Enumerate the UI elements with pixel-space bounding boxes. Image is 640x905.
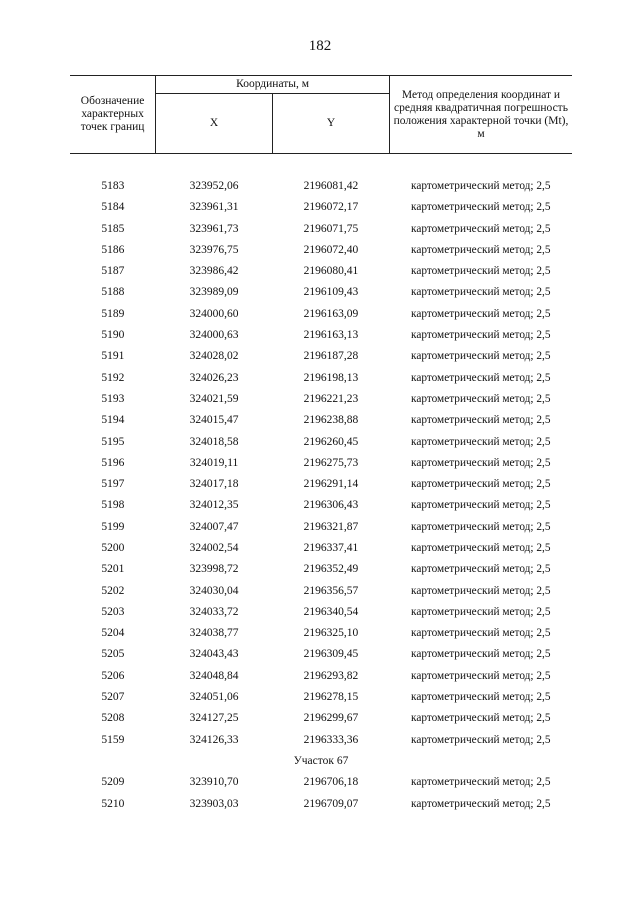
y-coordinate: 2196187,28 [303,350,359,363]
table-row [70,346,572,367]
x-coordinate: 324026,23 [189,371,239,384]
table-row [70,772,572,793]
table-body [70,154,572,815]
table-row [70,644,572,665]
method-text: картометрический метод; 2,5 [411,691,551,704]
table-header [70,76,572,154]
y-coordinate: 2196275,73 [303,456,359,469]
y-coordinate: 2196260,45 [303,435,359,448]
y-coordinate: 2196278,15 [303,691,359,704]
x-coordinate: 324033,72 [189,605,239,618]
y-coordinate: 2196291,14 [303,478,359,491]
x-coordinate: 324018,58 [189,435,239,448]
section-label: Участок 67 [293,754,349,767]
point-number: 5202 [101,584,125,597]
y-coordinate: 2196109,43 [303,286,359,299]
table-row [70,580,572,601]
method-text: картометрический метод; 2,5 [411,456,551,469]
table-row [70,516,572,537]
y-coordinate: 2196163,13 [303,329,359,342]
x-coordinate: 324028,02 [189,350,239,363]
y-coordinate: 2196352,49 [303,563,359,576]
point-number: 5210 [101,797,125,810]
point-number: 5195 [101,435,125,448]
point-number: 5205 [101,648,125,661]
y-coordinate: 2196238,88 [303,414,359,427]
table-row [70,537,572,558]
method-text: картометрический метод; 2,5 [411,201,551,214]
y-coordinate: 2196333,36 [303,733,359,746]
method-text: картометрический метод; 2,5 [411,371,551,384]
x-coordinate: 323998,72 [189,563,239,576]
method-text: картометрический метод; 2,5 [411,350,551,363]
point-number: 5185 [101,222,125,235]
table-row [70,686,572,707]
table-row [70,388,572,409]
point-number: 5204 [101,627,125,640]
page-number: 182 [308,38,332,54]
x-coordinate: 324048,84 [189,669,239,682]
table-row [70,367,572,388]
x-coordinate: 324007,47 [189,520,239,533]
x-coordinate: 323986,42 [189,265,239,278]
y-coordinate: 2196163,09 [303,307,359,320]
y-coordinate: 2196080,41 [303,265,359,278]
method-text: картометрический метод; 2,5 [411,605,551,618]
point-number: 5194 [101,414,125,427]
method-text: картометрический метод; 2,5 [411,478,551,491]
point-number: 5199 [101,520,125,533]
table-row [70,260,572,281]
method-text: картометрический метод; 2,5 [411,584,551,597]
point-number: 5189 [101,307,125,320]
point-number: 5197 [101,478,125,491]
table-row [70,473,572,494]
point-number: 5207 [101,691,125,704]
table-row [70,197,572,218]
method-text: картометрический метод; 2,5 [411,669,551,682]
table-row [70,175,572,196]
y-coordinate: 2196709,07 [303,797,359,810]
x-coordinate: 324012,35 [189,499,239,512]
point-number: 5183 [101,179,125,192]
x-coordinate: 323903,03 [189,797,239,810]
y-coordinate: 2196706,18 [303,776,359,789]
table-row [70,708,572,729]
x-coordinate: 324030,04 [189,584,239,597]
point-number: 5198 [101,499,125,512]
header-coordinates: Координаты, м [156,76,390,94]
x-coordinate: 324038,77 [189,627,239,640]
method-text: картометрический метод; 2,5 [411,243,551,256]
point-number: 5196 [101,456,125,469]
table-row [70,282,572,303]
method-text: картометрический метод; 2,5 [411,307,551,320]
y-coordinate: 2196293,82 [303,669,359,682]
x-coordinate: 323976,75 [189,243,239,256]
method-text: картометрический метод; 2,5 [411,733,551,746]
point-number: 5159 [101,733,125,746]
method-text: картометрический метод; 2,5 [411,414,551,427]
method-text: картометрический метод; 2,5 [411,627,551,640]
y-coordinate: 2196337,41 [303,541,359,554]
x-coordinate: 323910,70 [189,776,239,789]
y-coordinate: 2196309,45 [303,648,359,661]
method-text: картометрический метод; 2,5 [411,435,551,448]
point-number: 5191 [101,350,125,363]
method-text: картометрический метод; 2,5 [411,797,551,810]
table-row [70,495,572,516]
table-row [70,623,572,644]
y-coordinate: 2196198,13 [303,371,359,384]
y-coordinate: 2196081,42 [303,179,359,192]
method-text: картометрический метод; 2,5 [411,392,551,405]
x-coordinate: 324127,25 [189,712,239,725]
table-row [70,729,572,750]
table-row [70,431,572,452]
point-number: 5206 [101,669,125,682]
method-text: картометрический метод; 2,5 [411,520,551,533]
point-number: 5208 [101,712,125,725]
x-coordinate: 324015,47 [189,414,239,427]
point-number: 5186 [101,243,125,256]
table-row [70,793,572,814]
method-text: картометрический метод; 2,5 [411,776,551,789]
section-row [70,750,572,771]
x-coordinate: 323989,09 [189,286,239,299]
method-text: картометрический метод; 2,5 [411,712,551,725]
method-text: картометрический метод; 2,5 [411,329,551,342]
point-number: 5209 [101,776,125,789]
y-coordinate: 2196072,40 [303,243,359,256]
x-coordinate: 323961,73 [189,222,239,235]
x-coordinate: 324126,33 [189,733,239,746]
x-coordinate: 324021,59 [189,392,239,405]
table-row [70,601,572,622]
x-coordinate: 324000,63 [189,329,239,342]
method-text: картометрический метод; 2,5 [411,563,551,576]
x-coordinate: 323961,31 [189,201,239,214]
x-coordinate: 324000,60 [189,307,239,320]
y-coordinate: 2196340,54 [303,605,359,618]
x-coordinate: 323952,06 [189,179,239,192]
x-coordinate: 324019,11 [189,456,239,469]
y-coordinate: 2196221,23 [303,392,359,405]
header-point-designation: Обозначение характерных точек границ [70,76,156,154]
y-coordinate: 2196325,10 [303,627,359,640]
y-coordinate: 2196299,67 [303,712,359,725]
x-coordinate: 324043,43 [189,648,239,661]
table-row [70,410,572,431]
header-y: Y [272,94,389,154]
x-coordinate: 324002,54 [189,541,239,554]
header-x: X [156,94,273,154]
table-row [70,324,572,345]
x-coordinate: 324017,18 [189,478,239,491]
method-text: картометрический метод; 2,5 [411,265,551,278]
point-number: 5190 [101,329,125,342]
table-row [70,452,572,473]
point-number: 5192 [101,371,125,384]
y-coordinate: 2196321,87 [303,520,359,533]
method-text: картометрический метод; 2,5 [411,286,551,299]
method-text: картометрический метод; 2,5 [411,541,551,554]
point-number: 5184 [101,201,125,214]
method-text: картометрический метод; 2,5 [411,499,551,512]
y-coordinate: 2196072,17 [303,201,359,214]
table-row [70,218,572,239]
point-number: 5193 [101,392,125,405]
point-number: 5188 [101,286,125,299]
point-number: 5200 [101,541,125,554]
point-number: 5203 [101,605,125,618]
y-coordinate: 2196071,75 [303,222,359,235]
point-number: 5187 [101,265,125,278]
point-number: 5201 [101,563,125,576]
table-row [70,239,572,260]
method-text: картометрический метод; 2,5 [411,179,551,192]
y-coordinate: 2196306,43 [303,499,359,512]
header-method: Метод определения координат и средняя квадратичная погрешность положения характерной точки (Mt), м [390,76,573,154]
table-row [70,665,572,686]
x-coordinate: 324051,06 [189,691,239,704]
method-text: картометрический метод; 2,5 [411,222,551,235]
method-text: картометрический метод; 2,5 [411,648,551,661]
coordinates-table [70,75,572,814]
y-coordinate: 2196356,57 [303,584,359,597]
table-row [70,303,572,324]
table-row [70,559,572,580]
